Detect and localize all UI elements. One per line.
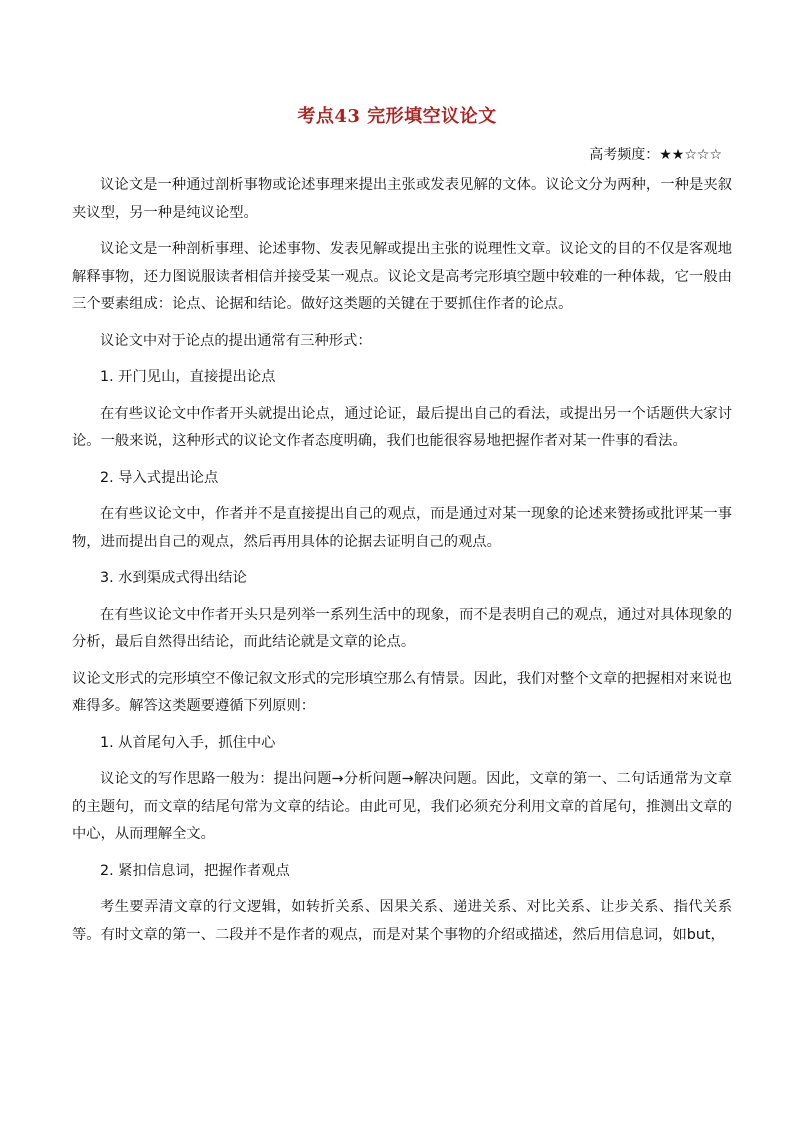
section-heading: 2. 导入式提出论点 (100, 469, 219, 486)
page-title: 考点43 完形填空议论文 (297, 106, 497, 127)
section-heading: 2. 紧扣信息词，把握作者观点 (100, 862, 290, 879)
frequency-label: 高考频度： (589, 147, 660, 163)
paragraph: 在有些议论文中，作者并不是直接提出自己的观点，而是通过对某一现象的论述来赞扬或批评某一事物，进而提出自己的观点，然后再用具体的论据去证明自己的观点。 (72, 506, 732, 550)
paragraph: 议论文是一种剖析事理、论述事物、发表见解或提出主张的说理性文章。议论文的目的不仅是客观地解释事物，还力图说服读者相信并接受某一观点。议论文是高考完形填空题中较难的一种体裁，它一般由三个要素组成：论点、论据和结论。做好这类题的关键在于要抓住作者的论点。 (72, 241, 732, 312)
paragraph: 议论文中对于论点的提出通常有三种形式： (100, 332, 372, 349)
paragraph: 议论文的写作思路一般为：提出问题→分析问题→解决问题。因此，文章的第一、二句话通常为文章的主题句，而文章的结尾句常为文章的结论。由此可见，我们必须充分利用文章的首尾句，推测出文章的中心，从而理解全文。 (72, 771, 732, 842)
paragraph: 在有些议论文中作者开头就提出论点，通过论证，最后提出自己的看法，或提出另一个话题供大家讨论。一般来说，这种形式的议论文作者态度明确，我们也能很容易地把握作者对某一件事的看法。 (72, 405, 732, 449)
section-heading: 1. 开门见山，直接提出论点 (100, 369, 276, 385)
paragraph: 议论文形式的完形填空不像记叙文形式的完形填空那么有情景。因此，我们对整个文章的把握相对来说也难得多。解答这类题要遵循下列原则： (72, 670, 732, 714)
section-heading: 3. 水到渠成式得出结论 (100, 570, 247, 586)
paragraph: 考生要弄清文章的行文逻辑，如转折关系、因果关系、递进关系、对比关系、让步关系、指代关系等。有时文章的第一、二段并不是作者的观点，而是对某个事物的介绍或描述，然后用信息词，如but， (72, 899, 732, 943)
paragraph: 议论文是一种通过剖析事物或论述事理来提出主张或发表见解的文体。议论文分为两种，一种是夹叙夹议型，另一种是纯议论型。 (72, 177, 732, 221)
paragraph: 在有些议论文中作者开头只是列举一系列生活中的现象，而不是表明自己的观点，通过对具体现象的分析，最后自然得出结论，而此结论就是文章的论点。 (72, 606, 732, 650)
star-rating-icon: ★★☆☆☆ (659, 147, 722, 163)
section-heading: 1. 从首尾句入手，抓住中心 (100, 734, 276, 751)
document-body (72, 172, 732, 958)
frequency-rating (589, 144, 722, 164)
